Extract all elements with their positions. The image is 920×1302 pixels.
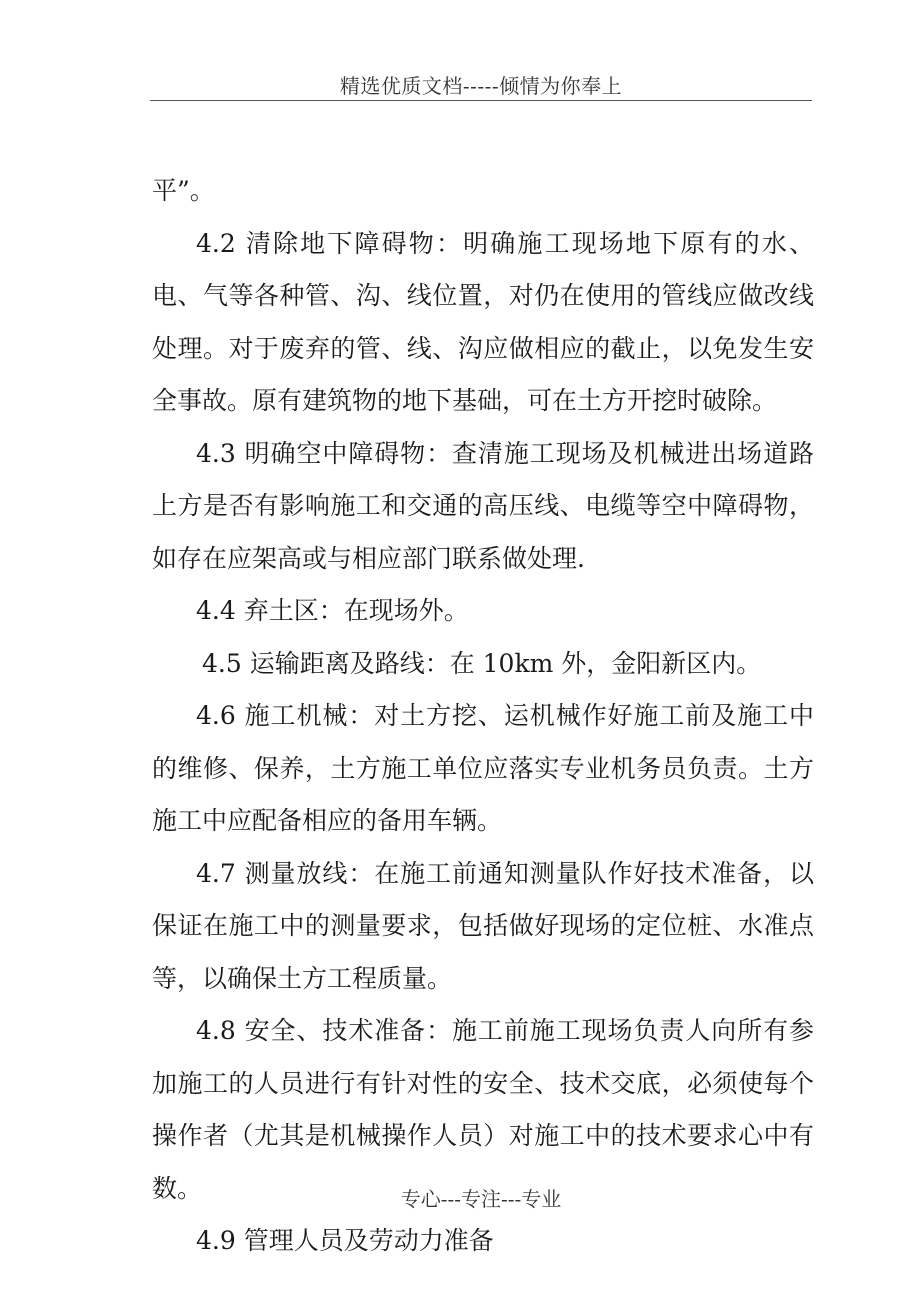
- paragraph-4-6: 4.6 施工机械：对土方挖、运机械作好施工前及施工中的维修、保养，土方施工单位应落实专业机务员负责。土方施工中应配备相应的备用车辆。: [152, 701, 814, 835]
- paragraph-4-8: 4.8 安全、技术准备：施工前施工现场负责人向所有参加施工的人员进行有针对性的安全、技术交底，必须使每个操作者（尤其是机械操作人员）对施工中的技术要求心中有数。: [152, 1016, 814, 1203]
- paragraph-4-4: 4.4 弃土区：在现场外。: [196, 596, 469, 625]
- paragraph-4-3: 4.3 明确空中障碍物：查清施工现场及机械进出场道路上方是否有影响施工和交通的高压线、电缆等空中障碍物，如存在应架高或与相应部门联系做处理.: [152, 438, 814, 573]
- document-body: [152, 165, 814, 1268]
- paragraph-4-2: 4.2 清除地下障碍物：明确施工现场地下原有的水、电、气等各种管、沟、线位置，对仍在使用的管线应做改线处理。对于废弃的管、线、沟应做相应的截止，以免发生安全事故。原有建筑物的地下基础，可在土方开挖时破除。: [152, 228, 814, 415]
- paragraph-4-7: 4.7 测量放线：在施工前通知测量队作好技术准备，以保证在施工中的测量要求，包括做好现场的定位桩、水准点等，以确保土方工程质量。: [152, 858, 814, 993]
- paragraph-continuation: 平”。: [152, 176, 215, 205]
- paragraph-4-9: 4.9 管理人员及劳动力准备: [196, 1226, 494, 1255]
- page-header: 精选优质文档-----倾情为你奉上: [339, 74, 623, 98]
- header-divider: [150, 100, 812, 101]
- paragraph-4-5: 4.5 运输距离及路线：在 10km 外，金阳新区内。: [202, 648, 762, 678]
- page-footer: 专心---专注---专业: [400, 1187, 562, 1211]
